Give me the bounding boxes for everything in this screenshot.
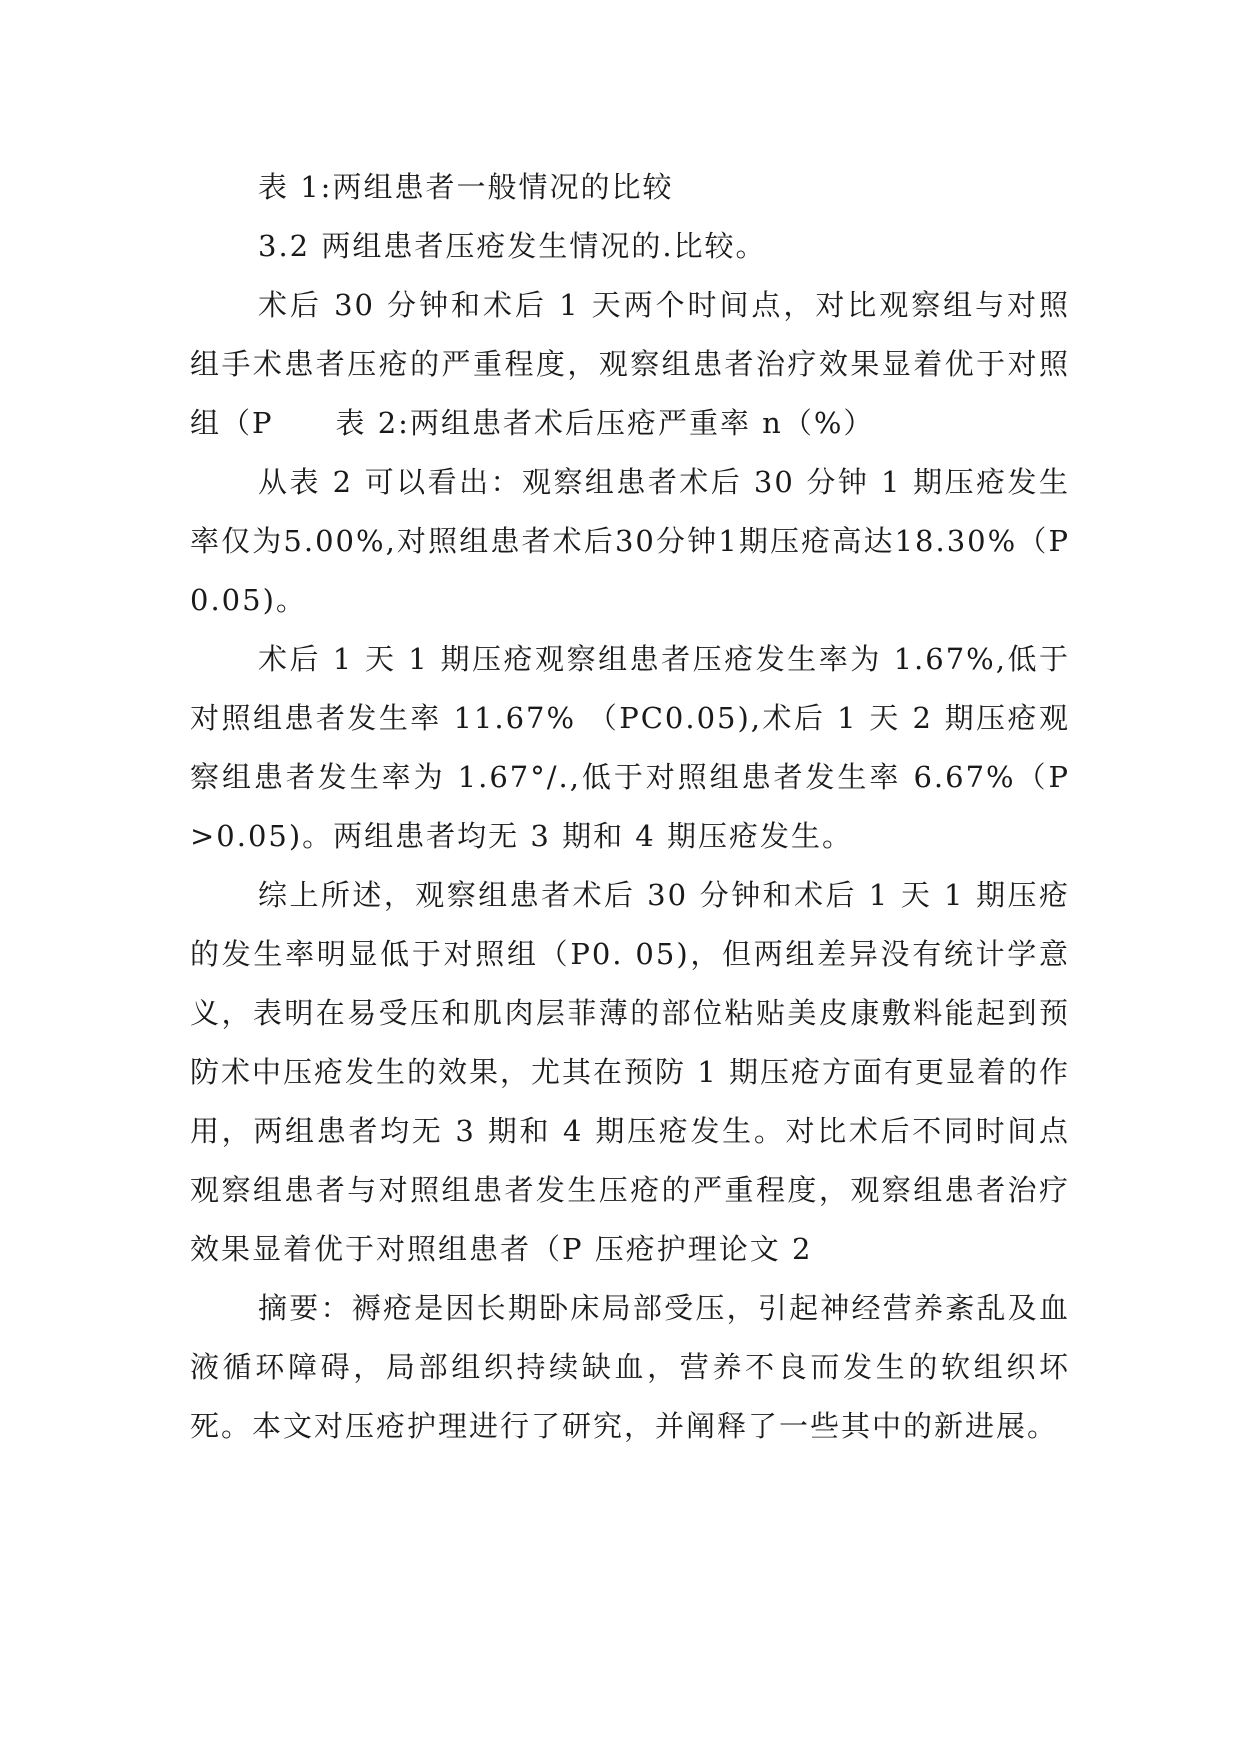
paragraph-summary: 综上所述，观察组患者术后 30 分钟和术后 1 天 1 期压疮的发生率明显低于对照组（P0. 05)，但两组差异没有统计学意义，表明在易受压和肌肉层菲薄的部位粘贴美皮康敷料能起到预防术中压疮发生的效果，尤其在预防 1 期压疮方面有更显着的作用，两组患者均无 3 期和 4 期压疮发生。对比术后不同时间点观察组患者与对照组患者发生压疮的严重程度，观察组患者治疗效果显着优于对照组患者（P 压疮护理论文 2: [190, 878, 1070, 1266]
document-page: [190, 158, 1070, 1456]
paragraph-day-1-results: 术后 1 天 1 期压疮观察组患者压疮发生率为 1.67%,低于对照组患者发生率 11.67% （PC0.05),术后 1 天 2 期压疮观察组患者发生率为 1.67°/.,低于对照组患者发生率 6.67%（P>0.05)。两组患者均无 3 期和 4 期压疮发生。: [190, 642, 1070, 853]
section-heading-3-2: 3.2 两组患者压疮发生情况的.比较。: [258, 229, 767, 263]
paragraph-abstract: 摘要：褥疮是因长期卧床局部受压，引起神经营养紊乱及血液循环障碍，局部组织持续缺血，营养不良而发生的软组织坏死。本文对压疮护理进行了研究，并阐释了一些其中的新进展。: [190, 1291, 1070, 1443]
paragraph-table-2-analysis: 从表 2 可以看出：观察组患者术后 30 分钟 1 期压疮发生率仅为5.00%,对照组患者术后30分钟1期压疮高达18.30%（P0.05)。: [190, 465, 1070, 617]
table-1-caption: 表 1:两组患者一般情况的比较: [258, 170, 674, 204]
paragraph-comparison: 术后 30 分钟和术后 1 天两个时间点，对比观察组与对照组手术患者压疮的严重程度，观察组患者治疗效果显着优于对照组（P 表 2:两组患者术后压疮严重率 n（%）: [190, 288, 1070, 440]
